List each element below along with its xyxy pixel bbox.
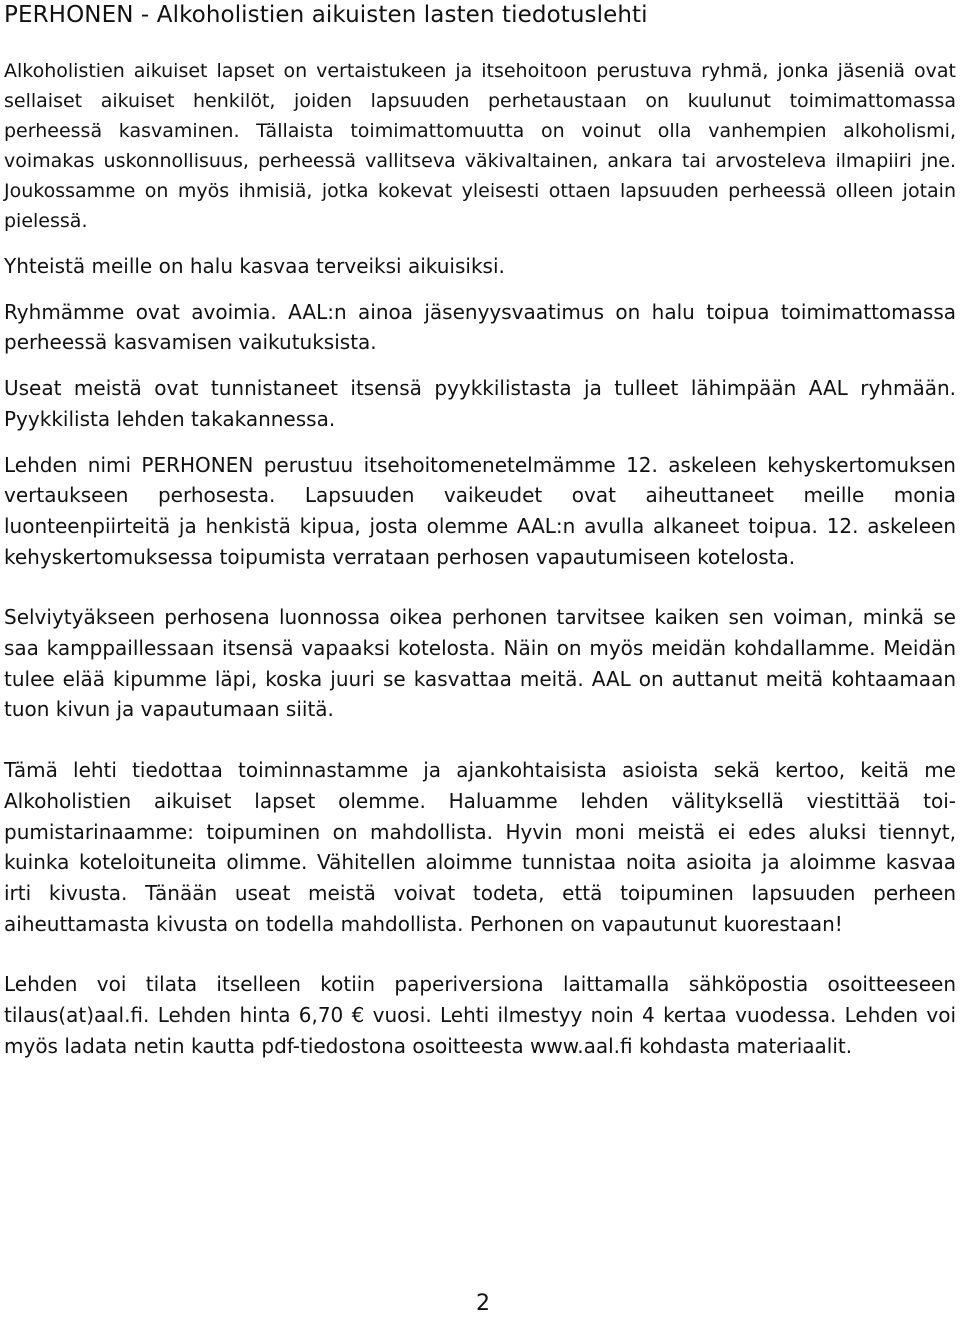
body-paragraph: Selviytyäkseen perhosena luonnossa oikea perhonen tarvitsee kaiken sen voiman, minkä se saa kamppaillessaan itsensä vapaaksi kotelosta. Näin on myös meidän kohdallamme. Meidän tulee elää kipumme läpi, koska juuri se kasvattaa meitä. AAL on auttanut meitä kohtaamaan tuon kivun ja vapautumaan siitä. — [4, 605, 956, 722]
document-title: PERHONEN - Alkoholistien aikuisten lasten tiedotuslehti — [4, 2, 648, 28]
body-paragraph: Yhteistä meille on halu kasvaa terveiksi aikuisiksi. — [4, 254, 505, 278]
body-paragraph: Lehden voi tilata itselleen kotiin paperiversiona laittamalla sähköpostia osoitteeseen tilaus(at)aal.fi. Lehden hinta 6,70 € vuosi. Lehti ilmestyy noin 4 kertaa vuodessa. Lehden voi myös ladata netin kautta pdf-tiedostona osoitteesta www.aal.fi kohdasta materiaalit. — [4, 972, 956, 1058]
body-paragraph: Useat meistä ovat tunnistaneet itsensä pyykkilistasta ja tulleet lähimpään AAL ryhmään. Pyykkilista lehden takakannessa. — [4, 376, 956, 431]
body-paragraph: Ryhmämme ovat avoimia. AAL:n ainoa jäsenyysvaatimus on halu toipua toimimattomassa perheessä kasvamisen vaikutuksista. — [4, 299, 956, 355]
page-number: 2 — [476, 1291, 490, 1316]
body-paragraph: Tämä lehti tiedottaa toiminnastamme ja ajankohtaisista asioista sekä kertoo, keitä me Alkoholistien aikuiset lapset olemme. Haluamme lehden välityksellä viestittää toipumistarinaamme: toipuminen on mahdollista. Hyvin moni meistä ei edes aluksi tiennyt, kuinka koteloituneita olimme. Vähitellen aloimme tunnistaa noita asioita ja aloimme kasvaa irti kivusta. Tänään useat meistä voivat todeta, että toipuminen lapsuuden perheen aiheuttamasta kivusta on todella mahdollista. Perhonen on vapautunut kuorestaan! — [4, 758, 956, 936]
body-paragraph: Lehden nimi PERHONEN perustuu itsehoitomenetelmämme 12. askeleen kehyskertomuksen vertaukseen perhosesta. Lapsuuden vaikeudet ovat aiheuttaneet meille monia luonteenpiirteitä ja henkistä kipua, josta olemme AAL:n avulla alkaneet toipua. 12. askeleen kehyskertomuksessa toipumista verrataan perhosen vapautumiseen kotelosta. — [4, 452, 956, 569]
document-page — [4, 0, 956, 1061]
intro-paragraph: Alkoholistien aikuiset lapset on vertaistukeen ja itsehoitoon perustuva ryhmä, jonka jäseniä ovat sellaiset aikuiset henkilöt, joiden lapsuuden perhetaustaan on kuulunut toimimattomassa perheessä kasvaminen. Tällaista toimimattomuutta on voinut olla vanhempien alkoholismi, voimakas uskonnollisuus, perheessä vallitseva väkivaltainen, ankara tai arvosteleva ilmapiiri jne. Joukossamme on myös ihmisiä, jotka kokevat yleisesti ottaen lapsuuden perheessä olleen jotain pielessä. — [4, 60, 956, 232]
